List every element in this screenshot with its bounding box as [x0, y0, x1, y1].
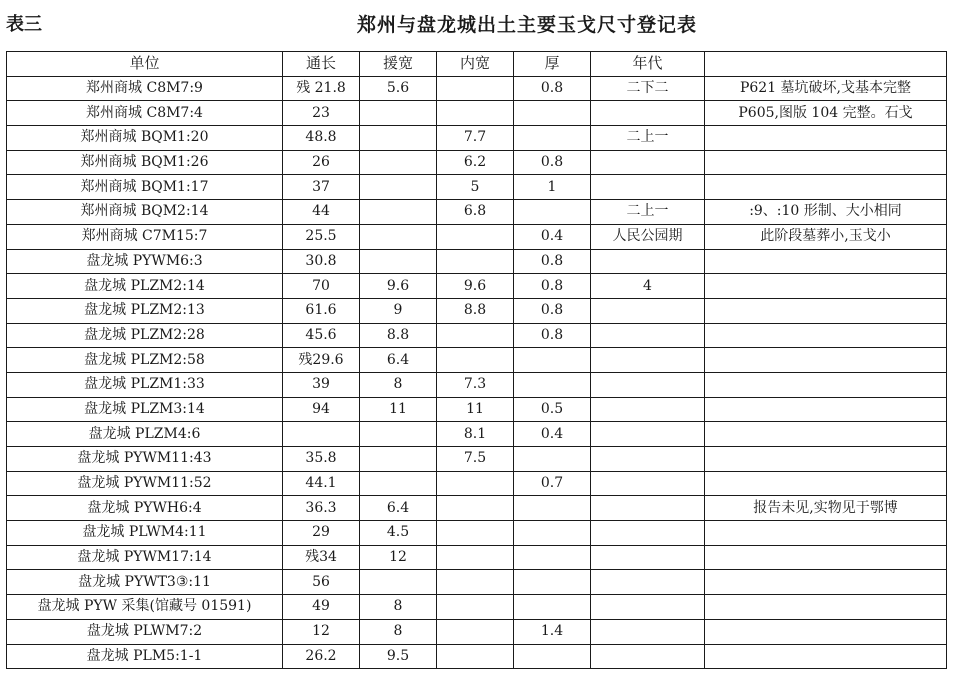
- cell-tang-width: [437, 249, 514, 274]
- column-header-notes: [705, 52, 947, 77]
- cell-unit: 郑州商城 BQM2:14: [7, 200, 283, 225]
- cell-note: 报告未见,实物见于鄂博: [705, 496, 947, 521]
- cell-unit: 盘龙城 PLZM1:33: [7, 372, 283, 397]
- cell-tang-width: [437, 348, 514, 373]
- cell-note: P605,图版 104 完整。石戈: [705, 101, 947, 126]
- table-row: [7, 200, 947, 225]
- cell-period: [591, 496, 705, 521]
- cell-unit: 盘龙城 PLZM2:58: [7, 348, 283, 373]
- cell-blade-width: 6.4: [360, 348, 437, 373]
- cell-thickness: 0.8: [514, 249, 591, 274]
- cell-blade-width: 8: [360, 619, 437, 644]
- table-row: [7, 471, 947, 496]
- cell-thickness: 1.4: [514, 619, 591, 644]
- cell-tang-width: 11: [437, 397, 514, 422]
- table-row: [7, 175, 947, 200]
- cell-thickness: 0.8: [514, 274, 591, 299]
- cell-blade-width: 8: [360, 595, 437, 620]
- cell-thickness: [514, 126, 591, 151]
- cell-tang-width: [437, 644, 514, 669]
- cell-unit: 盘龙城 PLZM4:6: [7, 422, 283, 447]
- table-row: [7, 101, 947, 126]
- cell-period: [591, 249, 705, 274]
- cell-unit: 盘龙城 PYWM6:3: [7, 249, 283, 274]
- cell-unit: 盘龙城 PLZM2:14: [7, 274, 283, 299]
- table-row: [7, 619, 947, 644]
- cell-total-length: 12: [283, 619, 360, 644]
- cell-note: [705, 397, 947, 422]
- cell-blade-width: 9.6: [360, 274, 437, 299]
- cell-total-length: 44: [283, 200, 360, 225]
- table-row: [7, 545, 947, 570]
- table-row: [7, 274, 947, 299]
- cell-blade-width: [360, 422, 437, 447]
- cell-thickness: 0.8: [514, 298, 591, 323]
- cell-total-length: 44.1: [283, 471, 360, 496]
- table-body: [7, 76, 947, 669]
- cell-note: [705, 249, 947, 274]
- cell-total-length: 48.8: [283, 126, 360, 151]
- cell-thickness: 0.5: [514, 397, 591, 422]
- cell-note: [705, 175, 947, 200]
- cell-total-length: 37: [283, 175, 360, 200]
- cell-thickness: 0.8: [514, 150, 591, 175]
- cell-unit: 盘龙城 PYWM11:43: [7, 447, 283, 472]
- cell-period: 二上一: [591, 126, 705, 151]
- cell-unit: 盘龙城 PYWH6:4: [7, 496, 283, 521]
- table-row: [7, 447, 947, 472]
- cell-total-length: 36.3: [283, 496, 360, 521]
- cell-unit: 盘龙城 PYWM11:52: [7, 471, 283, 496]
- cell-total-length: 56: [283, 570, 360, 595]
- cell-note: [705, 150, 947, 175]
- cell-total-length: 30.8: [283, 249, 360, 274]
- cell-period: [591, 397, 705, 422]
- cell-thickness: [514, 200, 591, 225]
- cell-thickness: [514, 595, 591, 620]
- cell-note: [705, 422, 947, 447]
- cell-tang-width: 5: [437, 175, 514, 200]
- cell-period: 人民公园期: [591, 224, 705, 249]
- cell-note: [705, 323, 947, 348]
- cell-note: [705, 619, 947, 644]
- cell-note: [705, 274, 947, 299]
- cell-tang-width: [437, 619, 514, 644]
- cell-tang-width: 7.7: [437, 126, 514, 151]
- column-header-blade-width: 援宽: [360, 52, 437, 77]
- header-row: [7, 52, 947, 77]
- table-row: [7, 496, 947, 521]
- cell-thickness: [514, 348, 591, 373]
- cell-period: [591, 323, 705, 348]
- column-header-total-length: 通长: [283, 52, 360, 77]
- cell-note: [705, 126, 947, 151]
- cell-total-length: 45.6: [283, 323, 360, 348]
- cell-period: [591, 422, 705, 447]
- cell-tang-width: [437, 76, 514, 101]
- cell-total-length: 残 21.8: [283, 76, 360, 101]
- cell-period: 4: [591, 274, 705, 299]
- cell-total-length: 94: [283, 397, 360, 422]
- cell-thickness: [514, 447, 591, 472]
- cell-blade-width: 8.8: [360, 323, 437, 348]
- cell-tang-width: [437, 496, 514, 521]
- cell-total-length: 残34: [283, 545, 360, 570]
- cell-blade-width: [360, 200, 437, 225]
- cell-note: [705, 447, 947, 472]
- table-row: [7, 397, 947, 422]
- cell-tang-width: [437, 545, 514, 570]
- cell-total-length: 23: [283, 101, 360, 126]
- cell-thickness: 0.4: [514, 422, 591, 447]
- cell-unit: 郑州商城 C7M15:7: [7, 224, 283, 249]
- cell-blade-width: 11: [360, 397, 437, 422]
- cell-note: [705, 595, 947, 620]
- cell-note: [705, 521, 947, 546]
- cell-thickness: [514, 372, 591, 397]
- cell-period: [591, 545, 705, 570]
- cell-thickness: 0.4: [514, 224, 591, 249]
- cell-unit: 盘龙城 PLZM2:13: [7, 298, 283, 323]
- cell-blade-width: [360, 175, 437, 200]
- cell-period: [591, 175, 705, 200]
- cell-thickness: [514, 521, 591, 546]
- cell-period: [591, 348, 705, 373]
- cell-thickness: [514, 644, 591, 669]
- cell-unit: 盘龙城 PLZM2:28: [7, 323, 283, 348]
- cell-unit: 郑州商城 BQM1:26: [7, 150, 283, 175]
- table-row: [7, 644, 947, 669]
- cell-unit: 盘龙城 PLWM4:11: [7, 521, 283, 546]
- cell-tang-width: [437, 471, 514, 496]
- cell-blade-width: [360, 101, 437, 126]
- cell-note: 此阶段墓葬小,玉戈小: [705, 224, 947, 249]
- cell-total-length: 25.5: [283, 224, 360, 249]
- cell-thickness: 0.7: [514, 471, 591, 496]
- cell-unit: 盘龙城 PYWT3③:11: [7, 570, 283, 595]
- cell-unit: 郑州商城 BQM1:17: [7, 175, 283, 200]
- cell-note: [705, 570, 947, 595]
- cell-unit: 盘龙城 PLZM3:14: [7, 397, 283, 422]
- cell-blade-width: [360, 249, 437, 274]
- cell-tang-width: 9.6: [437, 274, 514, 299]
- cell-note: P621 墓坑破坏,戈基本完整: [705, 76, 947, 101]
- cell-period: [591, 150, 705, 175]
- cell-thickness: [514, 545, 591, 570]
- column-header-thickness: 厚: [514, 52, 591, 77]
- table-row: [7, 126, 947, 151]
- cell-total-length: 29: [283, 521, 360, 546]
- table-label: 表三: [6, 14, 42, 35]
- cell-blade-width: 8: [360, 372, 437, 397]
- cell-period: [591, 101, 705, 126]
- cell-tang-width: 8.1: [437, 422, 514, 447]
- cell-tang-width: 6.8: [437, 200, 514, 225]
- cell-note: [705, 545, 947, 570]
- cell-total-length: 49: [283, 595, 360, 620]
- cell-total-length: 35.8: [283, 447, 360, 472]
- cell-blade-width: [360, 471, 437, 496]
- cell-total-length: 残29.6: [283, 348, 360, 373]
- cell-period: [591, 644, 705, 669]
- table-row: [7, 224, 947, 249]
- cell-blade-width: 12: [360, 545, 437, 570]
- cell-unit: 盘龙城 PLWM7:2: [7, 619, 283, 644]
- cell-blade-width: 9: [360, 298, 437, 323]
- cell-thickness: [514, 496, 591, 521]
- cell-total-length: 39: [283, 372, 360, 397]
- cell-unit: 郑州商城 BQM1:20: [7, 126, 283, 151]
- cell-period: 二上一: [591, 200, 705, 225]
- cell-note: [705, 644, 947, 669]
- cell-unit: 盘龙城 PYW 采集(馆藏号 01591): [7, 595, 283, 620]
- cell-thickness: 0.8: [514, 76, 591, 101]
- cell-tang-width: 7.3: [437, 372, 514, 397]
- cell-period: [591, 471, 705, 496]
- cell-tang-width: [437, 595, 514, 620]
- cell-tang-width: 8.8: [437, 298, 514, 323]
- cell-unit: 郑州商城 C8M7:4: [7, 101, 283, 126]
- table-row: [7, 595, 947, 620]
- table-row: [7, 150, 947, 175]
- cell-blade-width: 6.4: [360, 496, 437, 521]
- table-title: 郑州与盘龙城出土主要玉戈尺寸登记表: [356, 14, 697, 36]
- cell-blade-width: [360, 126, 437, 151]
- cell-note: [705, 471, 947, 496]
- table-row: [7, 76, 947, 101]
- cell-period: 二下二: [591, 76, 705, 101]
- cell-period: [591, 595, 705, 620]
- cell-note: [705, 372, 947, 397]
- cell-unit: 盘龙城 PLM5:1-1: [7, 644, 283, 669]
- table-row: [7, 521, 947, 546]
- cell-total-length: 70: [283, 274, 360, 299]
- table-row: [7, 298, 947, 323]
- cell-period: [591, 570, 705, 595]
- cell-tang-width: [437, 323, 514, 348]
- cell-period: [591, 447, 705, 472]
- cell-tang-width: [437, 570, 514, 595]
- cell-tang-width: [437, 224, 514, 249]
- cell-thickness: 1: [514, 175, 591, 200]
- cell-total-length: 26: [283, 150, 360, 175]
- cell-note: [705, 298, 947, 323]
- cell-blade-width: 9.5: [360, 644, 437, 669]
- cell-unit: 郑州商城 C8M7:9: [7, 76, 283, 101]
- table-row: [7, 422, 947, 447]
- cell-blade-width: [360, 150, 437, 175]
- cell-tang-width: [437, 521, 514, 546]
- page-header: [0, 0, 954, 50]
- cell-blade-width: 4.5: [360, 521, 437, 546]
- cell-blade-width: [360, 224, 437, 249]
- cell-period: [591, 372, 705, 397]
- cell-thickness: [514, 101, 591, 126]
- cell-period: [591, 521, 705, 546]
- column-header-unit: 单位: [7, 52, 283, 77]
- table-row: [7, 570, 947, 595]
- cell-blade-width: 5.6: [360, 76, 437, 101]
- cell-tang-width: 6.2: [437, 150, 514, 175]
- cell-total-length: 61.6: [283, 298, 360, 323]
- table-row: [7, 323, 947, 348]
- cell-note: :9、:10 形制、大小相同: [705, 200, 947, 225]
- table-row: [7, 249, 947, 274]
- table-row: [7, 348, 947, 373]
- table-row: [7, 372, 947, 397]
- cell-blade-width: [360, 447, 437, 472]
- cell-period: [591, 298, 705, 323]
- cell-thickness: 0.8: [514, 323, 591, 348]
- cell-total-length: 26.2: [283, 644, 360, 669]
- column-header-tang-width: 内宽: [437, 52, 514, 77]
- cell-blade-width: [360, 570, 437, 595]
- register-table: [6, 51, 947, 669]
- cell-note: [705, 348, 947, 373]
- column-header-period: 年代: [591, 52, 705, 77]
- cell-tang-width: [437, 101, 514, 126]
- cell-period: [591, 619, 705, 644]
- cell-total-length: [283, 422, 360, 447]
- cell-thickness: [514, 570, 591, 595]
- cell-unit: 盘龙城 PYWM17:14: [7, 545, 283, 570]
- cell-tang-width: 7.5: [437, 447, 514, 472]
